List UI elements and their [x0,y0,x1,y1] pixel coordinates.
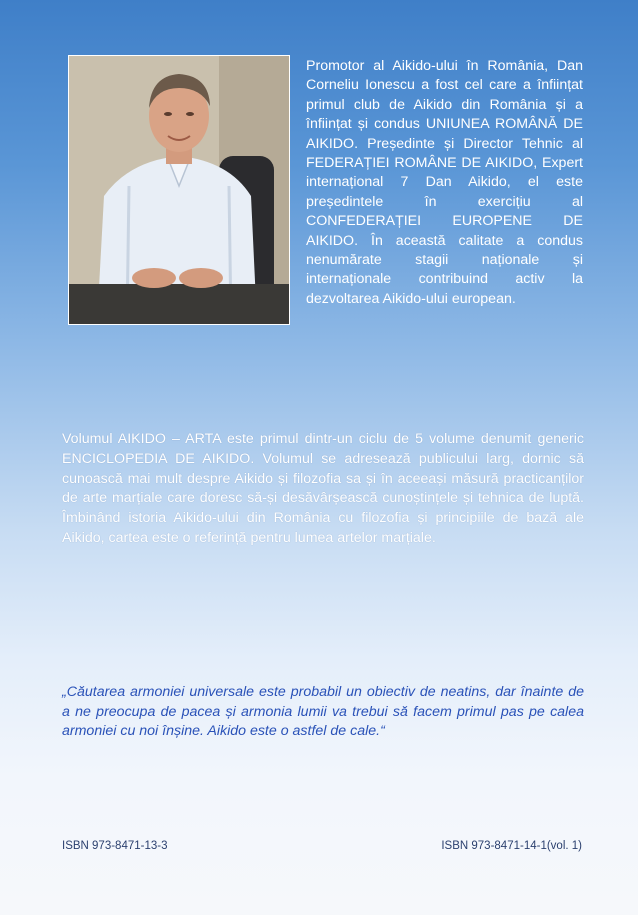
author-biography: Promotor al Aikido-ului în România, Dan Corneliu Ionescu a fost cel care a înființat primul club de Aikido din România și a înființat și condus UNIUNEA ROMÂNĂ DE AIKIDO. Președinte și Director Tehnic al FEDERAȚIEI ROMÂNE DE AIKIDO, Expert internațional 7 Dan Aikido, el este președintele în exercițiu al CONFEDERAȚIEI EUROPENE DE AIKIDO. În această calitate a condus nenumărate stagii naționale și internaționale contribuind activ la dezvoltarea Aikido-ului european. [306,58,583,307]
isbn-volume: ISBN 973-8471-14-1(vol. 1) [441,840,582,852]
isbn-series: ISBN 973-8471-13-3 [62,840,168,852]
author-portrait-image [69,56,289,324]
volume-description: Volumul AIKIDO – ARTA este primul dintr-un ciclu de 5 volume denumit generic ENCICLOPEDIA DE AIKIDO. Volumul se adresează publicului larg, dornic să cunoască mai mult despre Aikido și filozofia sa și în aceeași măsură practicanților de arte marțiale care doresc să-și desăvârșească cunoștințele și tehnica de luptă. Îmbinând istoria Aikido-ului din România cu filozofia și principiile de bază ale Aikido, cartea este o referință pentru lumea artelor marțiale. [62,431,584,546]
author-photo [68,55,290,325]
quote-text: „Căutarea armoniei universale este probabil un obiectiv de neatins, dar înainte de a ne preocupa de pacea și armonia lumii va trebui să facem primul pas pe calea armoniei cu noi înșine. Aikido este o astfel de cale.“ [62,684,584,740]
